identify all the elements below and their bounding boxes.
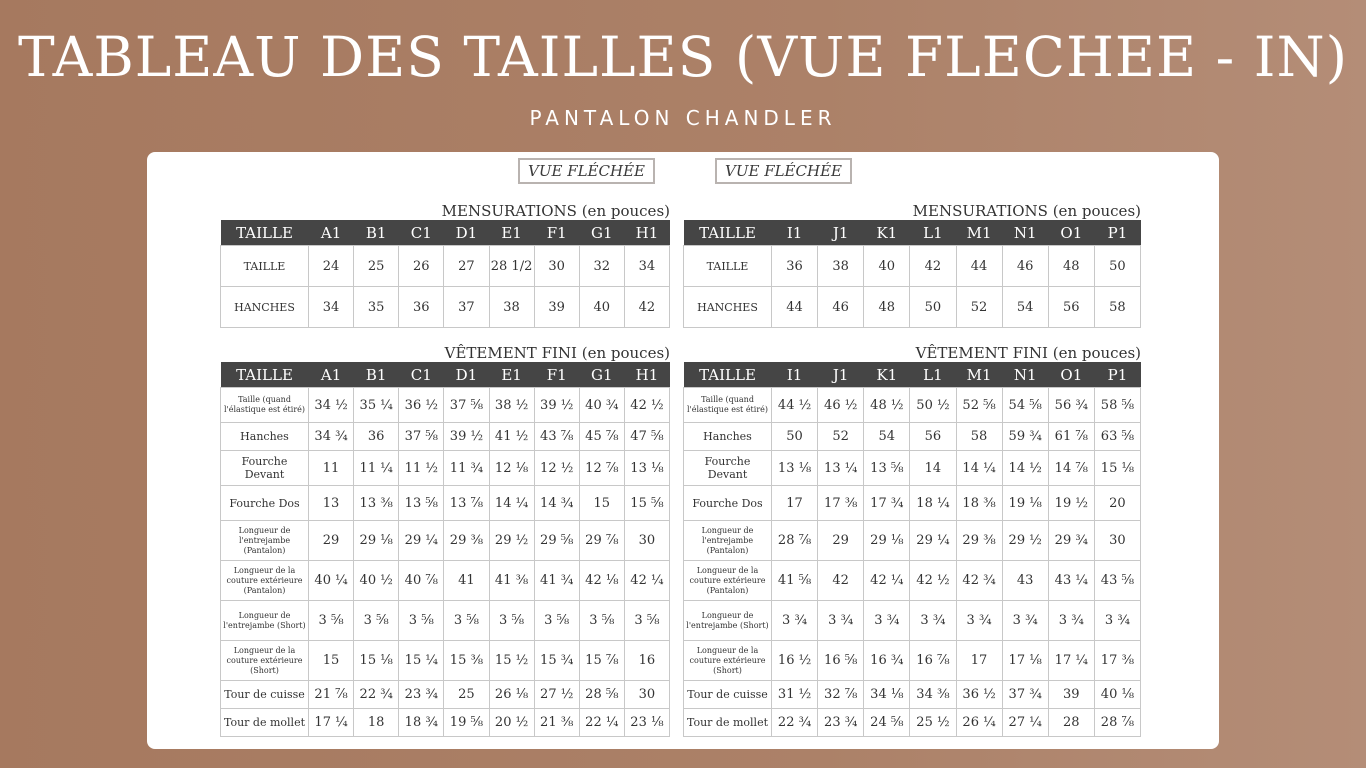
value-cell: 16 ⅝ (818, 641, 864, 681)
value-cell: 13 ⅞ (444, 486, 489, 521)
row-label: Longueur de l'entrejambe (Pantalon) (684, 521, 772, 561)
taille-header: TAILLE (684, 362, 772, 388)
value-cell: 41 ½ (489, 423, 534, 451)
value-cell: 30 (534, 246, 579, 287)
value-cell: 23 ¾ (399, 681, 444, 709)
value-cell: 11 ¾ (444, 451, 489, 486)
value-cell: 12 ⅛ (489, 451, 534, 486)
size-header: L1 (910, 220, 956, 246)
garment-row (221, 423, 670, 451)
value-cell: 23 ⅛ (624, 709, 669, 737)
size-header-row (221, 220, 670, 246)
value-cell: 17 ¼ (1048, 641, 1094, 681)
row-label: Tour de mollet (221, 709, 309, 737)
size-header: H1 (624, 362, 669, 388)
value-cell: 41 ⅝ (772, 561, 818, 601)
taille-header: TAILLE (221, 220, 309, 246)
value-cell: 40 (864, 246, 910, 287)
value-cell: 42 ⅛ (579, 561, 624, 601)
value-cell: 37 ⅝ (399, 423, 444, 451)
size-header: C1 (399, 220, 444, 246)
value-cell: 22 ¼ (579, 709, 624, 737)
value-cell: 42 ½ (624, 388, 669, 423)
value-cell: 44 (956, 246, 1002, 287)
row-label: HANCHES (221, 287, 309, 328)
size-header: O1 (1048, 362, 1094, 388)
size-header: O1 (1048, 220, 1094, 246)
measurements-block-right (683, 202, 1141, 328)
value-cell: 3 ¾ (1002, 601, 1048, 641)
size-header: N1 (1002, 362, 1048, 388)
garment-table-left (220, 362, 670, 737)
value-cell: 11 (309, 451, 354, 486)
vue-flechee-badge-right: VUE FLÉCHÉE (715, 158, 852, 184)
size-header: E1 (489, 220, 534, 246)
row-label: Longueur de la couture extérieure (Short) (684, 641, 772, 681)
size-header: G1 (579, 220, 624, 246)
size-header-row (684, 362, 1141, 388)
value-cell: 14 ¼ (489, 486, 534, 521)
value-cell: 36 (399, 287, 444, 328)
value-cell: 21 ⅞ (309, 681, 354, 709)
value-cell: 43 ⅞ (534, 423, 579, 451)
value-cell: 40 ¼ (309, 561, 354, 601)
value-cell: 19 ⅝ (444, 709, 489, 737)
value-cell: 17 ⅜ (818, 486, 864, 521)
size-header: J1 (818, 220, 864, 246)
value-cell: 16 ⅞ (910, 641, 956, 681)
value-cell: 28 (1048, 709, 1094, 737)
value-cell: 29 ½ (489, 521, 534, 561)
value-cell: 25 (354, 246, 399, 287)
value-cell: 52 ⅝ (956, 388, 1002, 423)
garment-row (221, 641, 670, 681)
value-cell: 15 ⅜ (444, 641, 489, 681)
garment-row (221, 486, 670, 521)
value-cell: 50 ½ (910, 388, 956, 423)
value-cell: 39 ½ (534, 388, 579, 423)
value-cell: 3 ¾ (910, 601, 956, 641)
value-cell: 29 ⅛ (864, 521, 910, 561)
row-label: Fourche Devant (684, 451, 772, 486)
value-cell: 13 ⅛ (772, 451, 818, 486)
garment-block-right (683, 344, 1141, 737)
garment-row (684, 486, 1141, 521)
value-cell: 30 (624, 521, 669, 561)
garment-caption: VÊTEMENT FINI (en pouces) (444, 344, 670, 362)
value-cell: 36 (354, 423, 399, 451)
row-label: HANCHES (684, 287, 772, 328)
measurement-row (221, 246, 670, 287)
value-cell: 36 ½ (399, 388, 444, 423)
size-header: A1 (309, 362, 354, 388)
size-header-row (221, 362, 670, 388)
value-cell: 17 ⅜ (1094, 641, 1140, 681)
value-cell: 12 ⅞ (579, 451, 624, 486)
value-cell: 18 ¾ (399, 709, 444, 737)
value-cell: 3 ¾ (1094, 601, 1140, 641)
size-header: E1 (489, 362, 534, 388)
row-label: Tour de cuisse (221, 681, 309, 709)
value-cell: 21 ⅜ (534, 709, 579, 737)
value-cell: 42 (818, 561, 864, 601)
value-cell: 29 (818, 521, 864, 561)
value-cell: 34 ¾ (309, 423, 354, 451)
measurement-row (684, 287, 1141, 328)
value-cell: 18 ¼ (910, 486, 956, 521)
row-label: Longueur de la couture extérieure (Pantalon) (684, 561, 772, 601)
value-cell: 58 (1094, 287, 1140, 328)
value-cell: 37 ¾ (1002, 681, 1048, 709)
value-cell: 19 ½ (1048, 486, 1094, 521)
value-cell: 40 (579, 287, 624, 328)
value-cell: 42 (910, 246, 956, 287)
size-header-row (684, 220, 1141, 246)
value-cell: 34 ⅜ (910, 681, 956, 709)
value-cell: 48 (1048, 246, 1094, 287)
value-cell: 24 ⅝ (864, 709, 910, 737)
value-cell: 3 ¾ (818, 601, 864, 641)
garment-block-left (220, 344, 670, 737)
garment-row (684, 521, 1141, 561)
size-header: D1 (444, 220, 489, 246)
value-cell: 11 ½ (399, 451, 444, 486)
value-cell: 22 ¾ (354, 681, 399, 709)
value-cell: 61 ⅞ (1048, 423, 1094, 451)
size-chart-card (147, 152, 1219, 749)
size-header: M1 (956, 220, 1002, 246)
value-cell: 27 ¼ (1002, 709, 1048, 737)
value-cell: 34 ½ (309, 388, 354, 423)
size-header: B1 (354, 220, 399, 246)
garment-row (221, 709, 670, 737)
size-header: D1 (444, 362, 489, 388)
value-cell: 16 ¾ (864, 641, 910, 681)
measurements-caption: MENSURATIONS (en pouces) (441, 202, 670, 220)
value-cell: 3 ⅝ (489, 601, 534, 641)
value-cell: 34 ⅛ (864, 681, 910, 709)
garment-row (221, 388, 670, 423)
value-cell: 14 ½ (1002, 451, 1048, 486)
garment-row (684, 709, 1141, 737)
value-cell: 38 ½ (489, 388, 534, 423)
row-label: Hanches (684, 423, 772, 451)
value-cell: 30 (624, 681, 669, 709)
size-header: M1 (956, 362, 1002, 388)
row-label: Longueur de l'entrejambe (Pantalon) (221, 521, 309, 561)
garment-row (684, 423, 1141, 451)
garment-row (684, 388, 1141, 423)
value-cell: 17 (956, 641, 1002, 681)
row-label: Fourche Dos (221, 486, 309, 521)
value-cell: 20 ½ (489, 709, 534, 737)
value-cell: 27 ½ (534, 681, 579, 709)
value-cell: 50 (1094, 246, 1140, 287)
garment-row (221, 451, 670, 486)
garment-row (684, 641, 1141, 681)
garment-row (684, 681, 1141, 709)
size-header: F1 (534, 220, 579, 246)
value-cell: 56 ¾ (1048, 388, 1094, 423)
value-cell: 38 (489, 287, 534, 328)
taille-header: TAILLE (221, 362, 309, 388)
value-cell: 47 ⅝ (624, 423, 669, 451)
value-cell: 46 ½ (818, 388, 864, 423)
value-cell: 42 (624, 287, 669, 328)
value-cell: 46 (818, 287, 864, 328)
value-cell: 50 (910, 287, 956, 328)
value-cell: 52 (956, 287, 1002, 328)
garment-row (221, 681, 670, 709)
row-label: Longueur de l'entrejambe (Short) (684, 601, 772, 641)
value-cell: 20 (1094, 486, 1140, 521)
value-cell: 43 (1002, 561, 1048, 601)
value-cell: 29 ⅝ (534, 521, 579, 561)
measurements-caption: MENSURATIONS (en pouces) (912, 202, 1141, 220)
garment-row (221, 521, 670, 561)
value-cell: 42 ½ (910, 561, 956, 601)
size-header: K1 (864, 220, 910, 246)
value-cell: 28 ⅝ (579, 681, 624, 709)
value-cell: 36 ½ (956, 681, 1002, 709)
row-label: Tour de cuisse (684, 681, 772, 709)
row-label: Longueur de l'entrejambe (Short) (221, 601, 309, 641)
value-cell: 15 (309, 641, 354, 681)
value-cell: 29 ¼ (910, 521, 956, 561)
value-cell: 56 (1048, 287, 1094, 328)
value-cell: 31 ½ (772, 681, 818, 709)
value-cell: 43 ¼ (1048, 561, 1094, 601)
value-cell: 29 ⅜ (444, 521, 489, 561)
measurements-table-right (683, 220, 1141, 328)
value-cell: 12 ½ (534, 451, 579, 486)
size-header: L1 (910, 362, 956, 388)
size-header: H1 (624, 220, 669, 246)
value-cell: 42 ¾ (956, 561, 1002, 601)
garment-row (684, 561, 1141, 601)
value-cell: 28 ⅞ (1094, 709, 1140, 737)
value-cell: 37 (444, 287, 489, 328)
value-cell: 28 1/2 (489, 246, 534, 287)
garment-row (684, 601, 1141, 641)
row-label: TAILLE (684, 246, 772, 287)
value-cell: 15 ⅛ (1094, 451, 1140, 486)
value-cell: 48 ½ (864, 388, 910, 423)
value-cell: 59 ¾ (1002, 423, 1048, 451)
value-cell: 26 ¼ (956, 709, 1002, 737)
size-header: P1 (1094, 220, 1140, 246)
taille-header: TAILLE (684, 220, 772, 246)
value-cell: 15 ⅝ (624, 486, 669, 521)
value-cell: 34 (624, 246, 669, 287)
vue-flechee-badge-left: VUE FLÉCHÉE (518, 158, 655, 184)
row-label: Longueur de la couture extérieure (Short) (221, 641, 309, 681)
garment-row (221, 601, 670, 641)
row-label: Taille (quand l'élastique est étiré) (221, 388, 309, 423)
value-cell: 41 ⅜ (489, 561, 534, 601)
value-cell: 25 (444, 681, 489, 709)
row-label: Tour de mollet (684, 709, 772, 737)
value-cell: 29 (309, 521, 354, 561)
value-cell: 63 ⅝ (1094, 423, 1140, 451)
value-cell: 18 ⅜ (956, 486, 1002, 521)
value-cell: 13 ⅝ (399, 486, 444, 521)
size-header: P1 (1094, 362, 1140, 388)
value-cell: 48 (864, 287, 910, 328)
measurement-row (684, 246, 1141, 287)
value-cell: 44 (772, 287, 818, 328)
value-cell: 11 ¼ (354, 451, 399, 486)
garment-table-right (683, 362, 1141, 737)
size-header: A1 (309, 220, 354, 246)
garment-row (221, 561, 670, 601)
value-cell: 14 ¼ (956, 451, 1002, 486)
value-cell: 54 (1002, 287, 1048, 328)
row-label: TAILLE (221, 246, 309, 287)
value-cell: 29 ⅞ (579, 521, 624, 561)
value-cell: 50 (772, 423, 818, 451)
value-cell: 3 ⅝ (444, 601, 489, 641)
size-header: K1 (864, 362, 910, 388)
value-cell: 43 ⅝ (1094, 561, 1140, 601)
value-cell: 17 ¼ (309, 709, 354, 737)
row-label: Taille (quand l'élastique est étiré) (684, 388, 772, 423)
value-cell: 34 (309, 287, 354, 328)
value-cell: 3 ⅝ (309, 601, 354, 641)
value-cell: 40 ½ (354, 561, 399, 601)
value-cell: 58 (956, 423, 1002, 451)
value-cell: 45 ⅞ (579, 423, 624, 451)
value-cell: 36 (772, 246, 818, 287)
value-cell: 14 ¾ (534, 486, 579, 521)
value-cell: 29 ¾ (1048, 521, 1094, 561)
size-header: J1 (818, 362, 864, 388)
value-cell: 16 ½ (772, 641, 818, 681)
size-header: I1 (772, 362, 818, 388)
size-header: C1 (399, 362, 444, 388)
value-cell: 39 (1048, 681, 1094, 709)
value-cell: 54 (864, 423, 910, 451)
value-cell: 25 ½ (910, 709, 956, 737)
value-cell: 3 ⅝ (399, 601, 444, 641)
size-header: F1 (534, 362, 579, 388)
value-cell: 26 (399, 246, 444, 287)
value-cell: 42 ¼ (864, 561, 910, 601)
row-label: Fourche Devant (221, 451, 309, 486)
value-cell: 32 (579, 246, 624, 287)
value-cell: 32 ⅞ (818, 681, 864, 709)
row-label: Longueur de la couture extérieure (Pantalon) (221, 561, 309, 601)
measurements-block-left (220, 202, 670, 328)
value-cell: 3 ⅝ (354, 601, 399, 641)
value-cell: 13 ¼ (818, 451, 864, 486)
value-cell: 40 ¾ (579, 388, 624, 423)
value-cell: 13 ⅛ (624, 451, 669, 486)
value-cell: 24 (309, 246, 354, 287)
garment-caption: VÊTEMENT FINI (en pouces) (915, 344, 1141, 362)
value-cell: 13 ⅝ (864, 451, 910, 486)
value-cell: 26 ⅛ (489, 681, 534, 709)
value-cell: 15 ¼ (399, 641, 444, 681)
value-cell: 15 ½ (489, 641, 534, 681)
value-cell: 14 (910, 451, 956, 486)
size-header: N1 (1002, 220, 1048, 246)
size-header: G1 (579, 362, 624, 388)
value-cell: 39 (534, 287, 579, 328)
value-cell: 44 ½ (772, 388, 818, 423)
value-cell: 17 ⅛ (1002, 641, 1048, 681)
value-cell: 27 (444, 246, 489, 287)
value-cell: 56 (910, 423, 956, 451)
value-cell: 3 ¾ (772, 601, 818, 641)
value-cell: 29 ⅛ (354, 521, 399, 561)
value-cell: 3 ⅝ (534, 601, 579, 641)
value-cell: 3 ¾ (864, 601, 910, 641)
value-cell: 58 ⅝ (1094, 388, 1140, 423)
value-cell: 17 (772, 486, 818, 521)
value-cell: 13 ⅜ (354, 486, 399, 521)
value-cell: 3 ⅝ (624, 601, 669, 641)
value-cell: 3 ⅝ (579, 601, 624, 641)
value-cell: 35 ¼ (354, 388, 399, 423)
value-cell: 40 ⅞ (399, 561, 444, 601)
value-cell: 29 ½ (1002, 521, 1048, 561)
size-header: B1 (354, 362, 399, 388)
value-cell: 41 (444, 561, 489, 601)
value-cell: 16 (624, 641, 669, 681)
garment-row (684, 451, 1141, 486)
value-cell: 29 ⅜ (956, 521, 1002, 561)
value-cell: 37 ⅝ (444, 388, 489, 423)
value-cell: 14 ⅞ (1048, 451, 1094, 486)
page-subtitle: PANTALON CHANDLER (529, 106, 837, 130)
value-cell: 22 ¾ (772, 709, 818, 737)
value-cell: 3 ¾ (956, 601, 1002, 641)
value-cell: 15 ¾ (534, 641, 579, 681)
row-label: Fourche Dos (684, 486, 772, 521)
value-cell: 30 (1094, 521, 1140, 561)
measurement-row (221, 287, 670, 328)
value-cell: 54 ⅝ (1002, 388, 1048, 423)
size-header: I1 (772, 220, 818, 246)
value-cell: 39 ½ (444, 423, 489, 451)
value-cell: 15 (579, 486, 624, 521)
page-title: TABLEAU DES TAILLES (VUE FLECHEE - IN) (17, 25, 1349, 89)
value-cell: 35 (354, 287, 399, 328)
value-cell: 17 ¾ (864, 486, 910, 521)
value-cell: 15 ⅞ (579, 641, 624, 681)
value-cell: 15 ⅛ (354, 641, 399, 681)
value-cell: 29 ¼ (399, 521, 444, 561)
row-label: Hanches (221, 423, 309, 451)
value-cell: 52 (818, 423, 864, 451)
value-cell: 41 ¾ (534, 561, 579, 601)
value-cell: 23 ¾ (818, 709, 864, 737)
value-cell: 40 ⅛ (1094, 681, 1140, 709)
value-cell: 18 (354, 709, 399, 737)
measurements-table-left (220, 220, 670, 328)
value-cell: 46 (1002, 246, 1048, 287)
value-cell: 42 ¼ (624, 561, 669, 601)
value-cell: 13 (309, 486, 354, 521)
value-cell: 19 ⅛ (1002, 486, 1048, 521)
value-cell: 38 (818, 246, 864, 287)
value-cell: 28 ⅞ (772, 521, 818, 561)
value-cell: 3 ¾ (1048, 601, 1094, 641)
